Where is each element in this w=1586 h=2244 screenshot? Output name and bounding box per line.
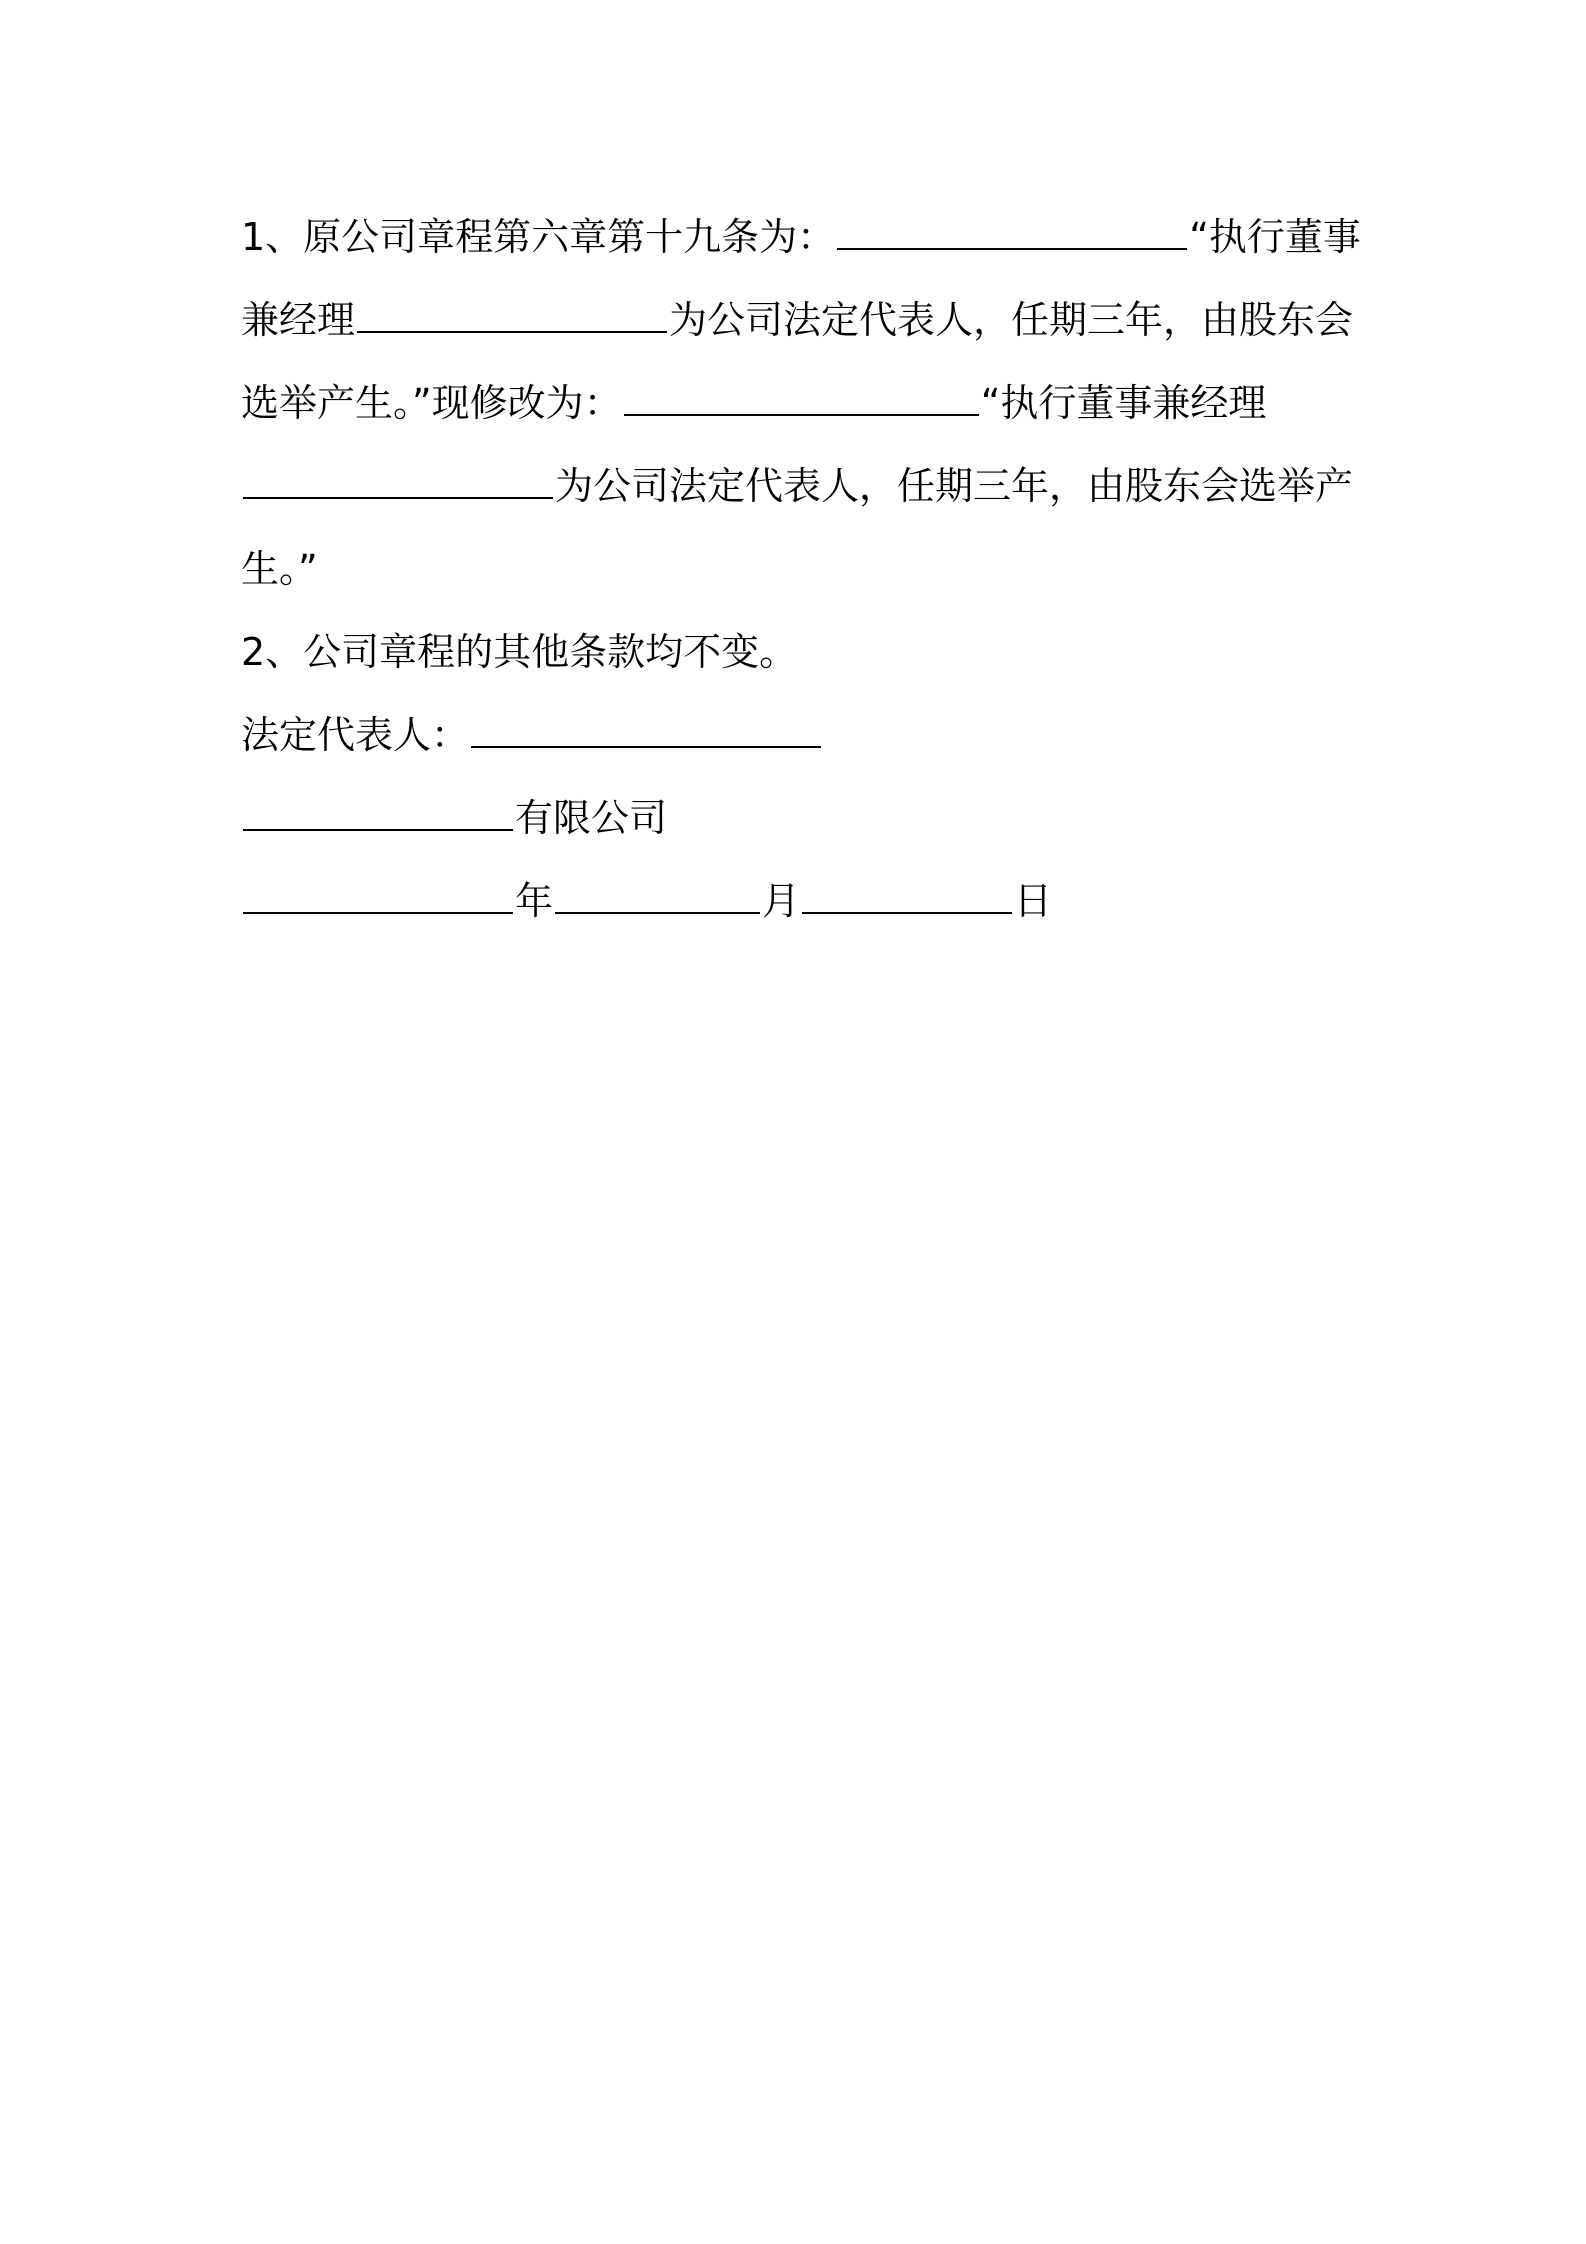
blank-month <box>555 880 760 914</box>
document-body <box>241 196 1361 943</box>
year-label: 年 <box>515 879 554 923</box>
clause-1-text: “执行董事兼经理 <box>980 381 1267 425</box>
blank-company-name <box>243 797 513 831</box>
blank-legal-representative <box>471 714 821 748</box>
blank-original-name <box>357 299 667 333</box>
clause-2-line: 2、公司章程的其他条款均不变。 <box>241 630 798 674</box>
clause-1-line-1 <box>241 196 1361 279</box>
signature-block <box>241 694 1356 943</box>
blank-amended-article <box>624 382 979 416</box>
clause-1-text: 选举产生。”现修改为： <box>241 381 622 425</box>
legal-representative-line <box>241 694 1356 777</box>
month-label: 月 <box>762 879 801 923</box>
company-line <box>241 777 1356 860</box>
clause-2 <box>241 611 1356 694</box>
clause-1-line-5 <box>241 528 1356 611</box>
date-line <box>241 860 1356 943</box>
clause-1-text: 为公司法定代表人，任期三年，由股东会选举产 <box>555 464 1354 508</box>
company-suffix: 有限公司 <box>515 796 668 840</box>
blank-year <box>243 880 513 914</box>
clause-1-text: “执行董事 <box>1189 215 1361 259</box>
blank-day <box>802 880 1012 914</box>
clause-1-text: 生。” <box>241 547 318 591</box>
day-label: 日 <box>1014 879 1053 923</box>
clause-1-line-3 <box>241 362 1356 445</box>
legal-representative-label: 法定代表人： <box>241 713 470 757</box>
clause-1-text: 兼经理 <box>241 298 356 342</box>
blank-original-article <box>837 216 1187 250</box>
clause-1 <box>241 196 1361 611</box>
blank-amended-name <box>243 465 553 499</box>
clause-1-text: 为公司法定代表人，任期三年，由股东会 <box>669 298 1354 342</box>
clause-1-line-4 <box>241 445 1356 528</box>
clause-1-line-2 <box>241 279 1356 362</box>
clause-1-text: 1、原公司章程第六章第十九条为： <box>241 215 836 259</box>
